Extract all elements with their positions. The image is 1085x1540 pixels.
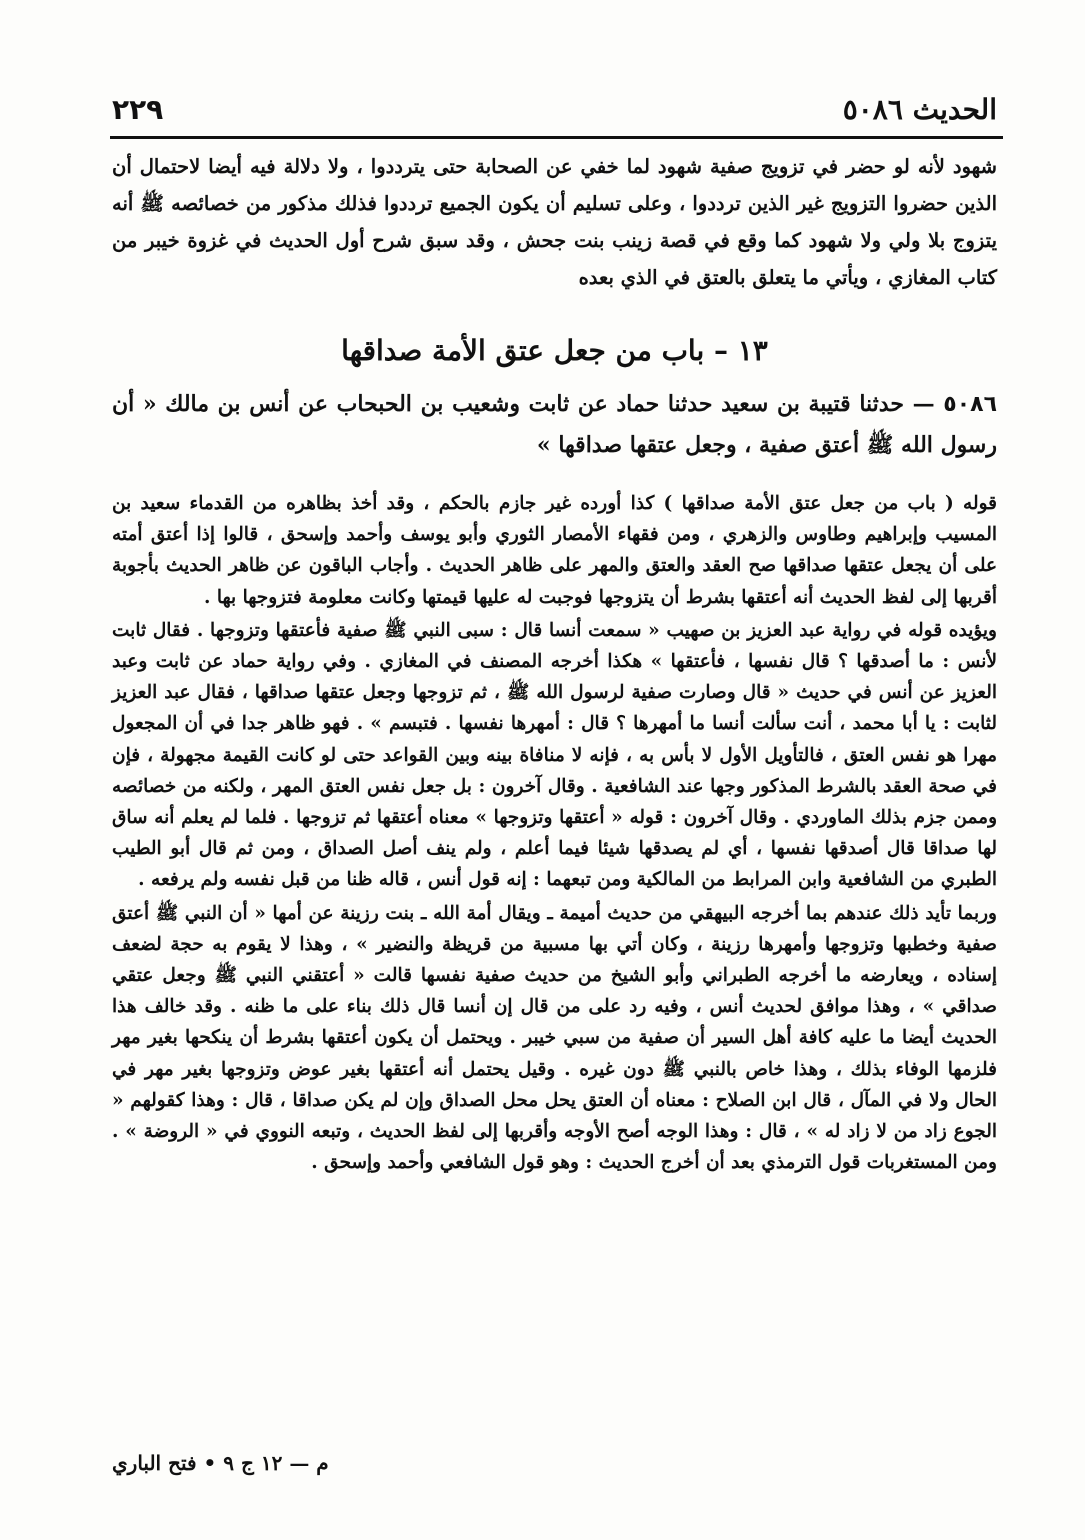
intro-text [112, 148, 997, 296]
commentary-text [112, 488, 997, 1178]
commentary-paragraph-1: قوله ( باب من جعل عتق الأمة صداقها ) كذا أورده غير جازم بالحكم ، وقد أخذ بظاهره من القدماء سعيد بن المسيب وإبراهيم وطاوس والزهري ، ومن فقهاء الأمصار الثوري وأبو يوسف وأحمد وإسحق ، قالوا إذا أعتق أمته على أن يجعل عتقها صداقها صح العقد والعتق والمهر على ظاهر الحديث . وأجاب الباقون عن ظاهر الحديث بأجوبة أقربها إلى لفظ الحديث أنه أعتقها بشرط أن يتزوجها فوجبت له عليها قيمتها وكانت معلومة فتزوجها بها . [112, 493, 998, 608]
chapter-number: ١٣ – [714, 334, 768, 367]
hadith-dash: — [903, 391, 935, 417]
intro-paragraph: شهود لأنه لو حضر في تزويج صفية شهود لما خفي عن الصحابة حتى يترددوا ، ولا دلالة فيه أيضا لاحتمال أن الذين حضروا التزويج غير الذين ترددوا ، وعلى تسليم أن يكون الجميع ترددوا فذلك مذكور من خصائصه ﷺ أنه يتزوج بلا ولي ولا شهود كما وقع في قصة زينب بنت جحش ، وقد سبق شرح أول الحديث في غزوة خيبر من كتاب المغازي ، ويأتي ما يتعلق بالعتق في الذي بعده [112, 155, 997, 289]
hadith-text [112, 384, 997, 466]
hadith-number: ٥٠٨٦ [943, 392, 997, 417]
hadith-paragraph [112, 384, 997, 466]
hadith-body: حدثنا قتيبة بن سعيد حدثنا حماد عن ثابت وشعيب بن الحبحاب عن أنس بن مالك « أن رسول الله ﷺ أعتق صفية ، وجعل عتقها صداقها » [112, 391, 997, 458]
page-footer [112, 1448, 997, 1478]
page-number: ٢٢٩ [112, 93, 164, 126]
page-header [112, 92, 997, 128]
chapter-heading [112, 330, 997, 372]
signature-mark: م — ١٢ ج ٩ • فتح الباري [112, 1451, 329, 1475]
chapter-title: باب من جعل عتق الأمة صداقها [341, 334, 705, 367]
commentary-paragraph-3: وربما تأيد ذلك عندهم بما أخرجه البيهقي من حديث أميمة ـ ويقال أمة الله ـ بنت رزينة عن أمها « أن النبي ﷺ أعتق صفية وخطبها وتزوجها وأمهرها رزينة ، وكان أتي بها مسبية من قريظة والنضير » ، وهذا لا يقوم به حجة لضعف إسناده ، ويعارضه ما أخرجه الطبراني وأبو الشيخ من حديث صفية نفسها قالت « أعتقني النبي ﷺ وجعل عتقي صداقي » ، وهذا موافق لحديث أنس ، وفيه رد على من قال إن أنسا قال ذلك بناء على ما ظنه . وقد خالف هذا الحديث أيضا ما عليه كافة أهل السير أن صفية من سبي خيبر . ويحتمل أن يكون أعتقها بشرط أن ينكحها بغير مهر فلزمها الوفاء بذلك ، وهذا خاص بالنبي ﷺ دون غيره . وقيل يحتمل أنه أعتقها بغير عوض وتزوجها بغير مهر في الحال ولا في المآل ، قال ابن الصلاح : معناه أن العتق يحل محل الصداق وإن لم يكن صداقا ، قال : وهذا كقولهم « الجوع زاد من لا زاد له » ، قال : وهذا الوجه أصح الأوجه وأقربها إلى لفظ الحديث ، وتبعه النووي في « الروضة » . ومن المستغربات قول الترمذي بعد أن أخرج الحديث : وهو قول الشافعي وأحمد وإسحق . [112, 902, 997, 1174]
header-divider [110, 136, 1003, 139]
running-title: الحديث ٥٠٨٦ [842, 93, 997, 126]
commentary-paragraph-2: ويؤيده قوله في رواية عبد العزيز بن صهيب « سمعت أنسا قال : سبى النبي ﷺ صفية فأعتقها وتزوجها . فقال ثابت لأنس : ما أصدقها ؟ قال نفسها ، فأعتقها » هكذا أخرجه المصنف في المغازي . وفي رواية حماد عن ثابت وعبد العزيز عن أنس في حديث « قال وصارت صفية لرسول الله ﷺ ، ثم تزوجها وجعل عتقها صداقها ، فقال عبد العزيز لثابت : يا أبا محمد ، أنت سألت أنسا ما أمهرها ؟ قال : أمهرها نفسها . فتبسم » . فهو ظاهر جدا في أن المجعول مهرا هو نفس العتق ، فالتأويل الأول لا بأس به ، فإنه لا منافاة بينه وبين القواعد حتى لو كانت القيمة مجهولة ، فإن في صحة العقد بالشرط المذكور وجها عند الشافعية . وقال آخرون : بل جعل نفس العتق المهر ، ولكنه من خصائصه وممن جزم بذلك الماوردي . وقال آخرون : قوله « أعتقها وتزوجها » معناه أعتقها ثم تزوجها . فلما لم يعلم أنه ساق لها صداقا قال أصدقها نفسها ، أي لم يصدقها شيئا فيما أعلم ، ولم ينف أصل الصداق ، ومن ثم قال أبو الطيب الطبري من الشافعية وابن المرابط من المالكية ومن تبعهما : إنه قول أنس ، قاله ظنا من قبل نفسه ولم يرفعه . [112, 619, 997, 891]
